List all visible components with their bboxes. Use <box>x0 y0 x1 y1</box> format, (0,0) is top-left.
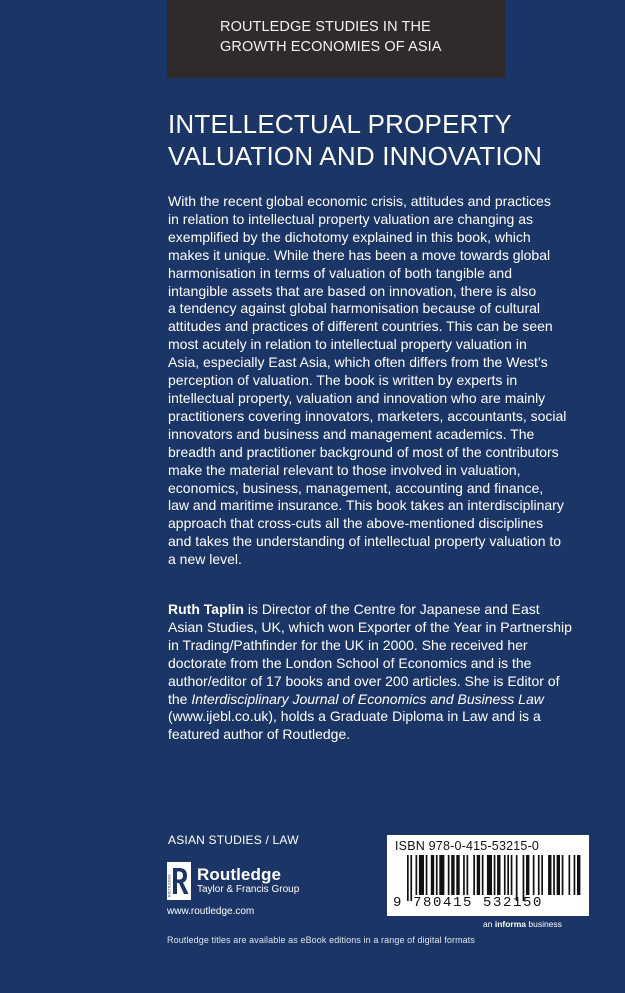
description-line: most acutely in relation to intellectual property valuation in <box>168 336 527 353</box>
description-line: intellectual property, valuation and innovation who are mainly <box>168 389 546 406</box>
publisher-website: www.routledge.com <box>167 906 255 917</box>
series-title-line-2: GROWTH ECONOMIES OF ASIA <box>220 39 442 55</box>
barcode-bar <box>569 855 571 895</box>
description-line: perception of valuation. The book is written by experts in <box>168 372 518 389</box>
barcode-bar <box>467 855 469 895</box>
barcode-bar <box>451 855 454 895</box>
description-line: approach that cross-cuts all the above-mentioned disciplines <box>168 515 544 532</box>
subject-category: ASIAN STUDIES / LAW <box>168 833 299 847</box>
barcode-bar <box>541 855 543 895</box>
author-bio <box>168 601 588 744</box>
barcode-bar <box>456 855 459 895</box>
bio-line-7: (www.ijebl.co.uk), holds a Graduate Diploma in Law and is a <box>168 708 541 725</box>
description-line: exemplified by the dichotomy explained in this book, which <box>168 228 531 245</box>
description-line: a tendency against global harmonisation because of cultural <box>168 300 541 317</box>
description-line: economics, business, management, accounting and finance, <box>168 479 544 496</box>
barcode-bar <box>436 855 438 895</box>
bio-line-8: featured author of Routledge. <box>168 726 351 743</box>
book-description <box>168 193 588 569</box>
isbn-barcode-box <box>387 835 589 916</box>
barcode-bar <box>577 855 580 895</box>
barcode-bar <box>487 855 492 895</box>
description-line: innovators and business and management academics. The <box>168 425 535 442</box>
barcode-bar <box>574 855 576 895</box>
bio-line-2: Asian Studies, UK, which won Exporter of the Year in Partnership <box>168 618 572 635</box>
routledge-vertical-text: ROUTLEDGE <box>167 874 172 897</box>
book-title-line-1: INTELLECTUAL PROPERTY <box>168 109 512 139</box>
barcode-bar <box>538 855 540 895</box>
description-line: intangible assets that are based on innovation, there is also <box>168 282 537 299</box>
author-name: Ruth Taplin <box>168 601 244 617</box>
publisher-name: Routledge <box>197 865 282 884</box>
barcode-bar <box>562 855 564 895</box>
barcode-bar <box>511 855 513 895</box>
description-line: harmonisation in terms of valuation of both tangible and <box>168 264 512 281</box>
description-line: attitudes and practices of different countries. This can be seen <box>168 318 553 335</box>
description-line: With the recent global economic crisis, attitudes and practices <box>168 193 551 209</box>
barcode-bar <box>473 855 475 895</box>
isbn-label: ISBN 978-0-415-53215-0 <box>395 839 540 853</box>
bio-line-4: doctorate from the London School of Economics and is the <box>168 654 532 671</box>
description-line: breadth and practitioner background of most of the contributors <box>168 443 559 460</box>
barcode-bar <box>416 855 418 895</box>
barcode-digits: 9 780415 532150 <box>393 895 544 911</box>
bio-line-3: in Trading/Pathfinder for the UK in 2000. She received her <box>168 636 528 653</box>
book-title-line-2: VALUATION AND INNOVATION <box>168 141 543 171</box>
barcode-bar <box>482 855 484 895</box>
bio-line-6: the Interdisciplinary Journal of Economics and Business Law <box>168 690 544 707</box>
ebook-availability-note: Routledge titles are available as eBook editions in a range of digital formats <box>167 935 475 945</box>
barcode-bar <box>426 855 428 895</box>
barcode-bar <box>431 855 434 895</box>
barcode-bar <box>507 855 509 895</box>
barcode-bar <box>504 855 506 895</box>
barcode-bar <box>439 855 444 895</box>
description-line: and takes the understanding of intellectual property valuation to <box>168 533 562 550</box>
barcode-bar <box>497 855 500 895</box>
journal-title: Interdisciplinary Journal of Economics and Business Law <box>191 690 544 707</box>
description-line: make the material relevant to those involved in valuation, <box>168 461 521 478</box>
description-line: practitioners covering innovators, marketers, accountants, social <box>168 407 567 424</box>
barcode-bar <box>548 855 551 895</box>
informa-brand: informa <box>494 919 526 929</box>
bio-line-1: Ruth Taplin is Director of the Centre for Japanese and East <box>168 601 540 617</box>
barcode-bar <box>557 855 560 895</box>
book-title <box>168 108 542 172</box>
barcode-bar <box>463 855 465 895</box>
description-line: makes it unique. While there has been a move towards global <box>168 246 551 263</box>
barcode-bar <box>477 855 480 895</box>
informa-tagline: an informa business <box>483 919 562 929</box>
bio-line-5: author/editor of 17 books and over 200 articles. She is Editor of <box>168 672 560 689</box>
description-line: law and maritime insurance. This book takes an interdisciplinary <box>168 497 564 514</box>
barcode-bar <box>494 855 496 895</box>
barcode-bar <box>553 855 555 895</box>
routledge-logo <box>167 862 299 900</box>
series-banner <box>167 0 505 78</box>
barcode-bar <box>448 855 450 895</box>
description-line: Asia, especially East Asia, which often differs from the West’s <box>168 354 548 371</box>
barcode-bar <box>533 855 535 895</box>
publisher-group: Taylor & Francis Group <box>197 884 300 895</box>
series-title-line-1: ROUTLEDGE STUDIES IN THE <box>220 19 431 35</box>
barcode-bar <box>419 855 424 895</box>
routledge-r-icon <box>167 862 191 900</box>
description-line: a new level. <box>168 551 242 568</box>
barcode-bar <box>526 855 529 895</box>
description-line: in relation to intellectual property valuation are changing as <box>168 210 534 227</box>
